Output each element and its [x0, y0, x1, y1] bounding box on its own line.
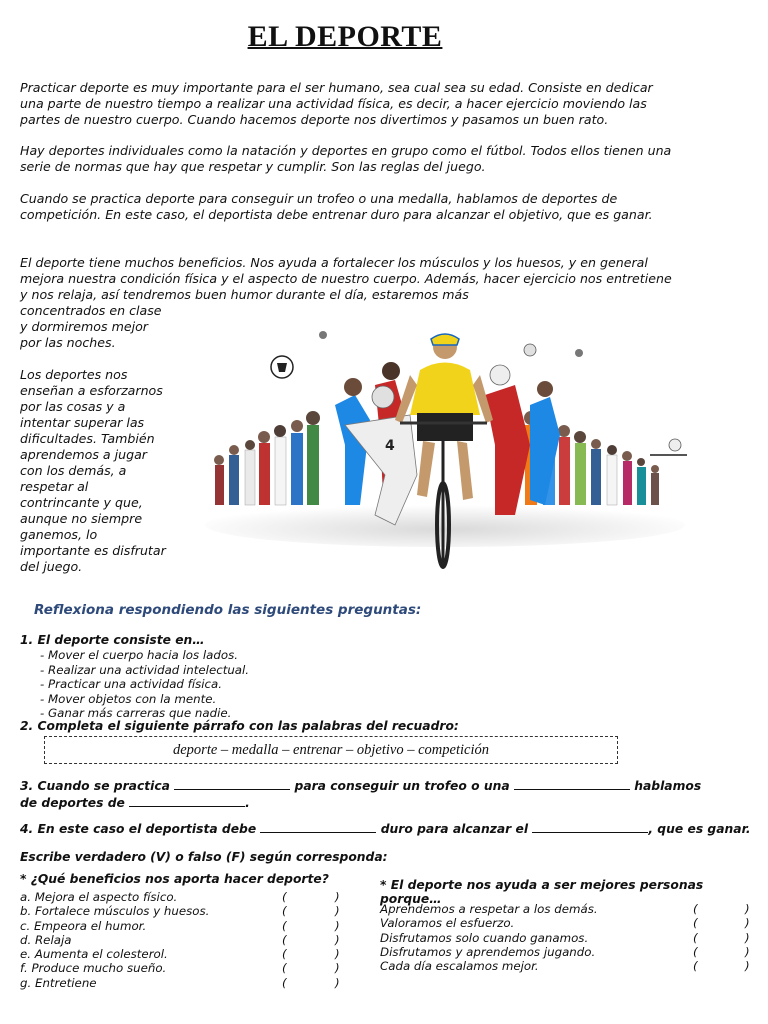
list-item — [380, 916, 755, 930]
list-item — [20, 976, 350, 990]
item-text: Disfrutamos solo cuando ganamos. — [380, 930, 589, 945]
answer-paren-open[interactable]: ( — [693, 944, 698, 959]
competition-paragraph: Cuando se practica deporte para conseguir un trofeo o una medalla, hablamos de deportes de competición. En este caso, el deportista debe entrenar duro para alcanzar el objetivo, que es ganar. — [20, 191, 653, 222]
better-people-true-false-list — [380, 902, 755, 973]
answer-paren-close: ) — [745, 930, 750, 945]
item-text: e. Aumenta el colesterol. — [20, 947, 168, 962]
answer-paren-open[interactable]: ( — [282, 975, 287, 990]
question-1-label: 1. El deporte consiste en… — [20, 633, 205, 647]
better-people-heading: * El deporte nos ayuda a ser mejores personas porque… — [380, 878, 704, 906]
intro-paragraph: Practicar deporte es muy importante para el ser humano, sea cual sea su edad. Consiste en dedicar una parte de nuestro tiempo a realizar una actividad física, es decir, a hacer ejercicio moviendo las partes de nuestro cuerpo. Cuando hacemos deporte nos divertimos y pasamos un buen rato. — [20, 80, 653, 127]
option-item: - Mover objetos con la mente. — [40, 691, 217, 706]
question-1-options — [40, 648, 249, 721]
athletes-collage-image — [195, 325, 695, 570]
question-4-text: duro para alcanzar el — [380, 822, 529, 836]
answer-paren-open[interactable]: ( — [693, 902, 698, 916]
answer-paren-close: ) — [745, 944, 750, 959]
answer-paren-close: ) — [335, 975, 340, 990]
question-4-text: 4. En este caso el deportista debe — [20, 822, 257, 836]
question-3-text: para conseguir un trofeo o una — [294, 779, 510, 793]
option-item: - Ganar más carreras que nadie. — [40, 706, 232, 720]
benefits-question-heading: * ¿Qué beneficios nos aporta hacer deporte? — [20, 872, 329, 886]
answer-paren-open[interactable]: ( — [693, 916, 698, 931]
reflection-heading: Reflexiona respondiendo las siguientes preguntas: — [34, 602, 422, 618]
page-title: EL DEPORTE — [247, 20, 443, 53]
item-text: a. Mejora el aspecto físico. — [20, 890, 178, 904]
blank-field-competicion[interactable] — [129, 795, 245, 807]
question-3 — [20, 778, 710, 811]
question-3-text: hablamos — [634, 779, 702, 793]
option-item: - Realizar una actividad intelectual. — [40, 662, 250, 677]
svg-text:4: 4 — [385, 438, 395, 454]
list-item — [380, 945, 755, 959]
list-item — [380, 959, 755, 973]
blank-field-medalla[interactable] — [514, 778, 630, 790]
list-item — [20, 919, 350, 933]
blank-field-deporte[interactable] — [174, 778, 290, 790]
answer-paren-open[interactable]: ( — [282, 947, 287, 962]
list-item — [20, 890, 350, 904]
list-item — [20, 961, 350, 975]
item-text: b. Fortalece músculos y huesos. — [20, 904, 210, 919]
item-text: Disfrutamos y aprendemos jugando. — [380, 944, 596, 959]
answer-paren-close: ) — [335, 961, 340, 976]
answer-paren-close: ) — [745, 916, 750, 931]
question-3-text: de deportes de — [20, 795, 125, 810]
answer-paren-close: ) — [745, 902, 750, 916]
answer-paren-close: ) — [335, 904, 340, 919]
answer-paren-close: ) — [335, 932, 340, 947]
answer-paren-close: ) — [745, 959, 750, 974]
item-text: Cada día escalamos mejor. — [380, 959, 539, 974]
answer-paren-open[interactable]: ( — [282, 904, 287, 919]
answer-paren-close: ) — [335, 947, 340, 962]
blank-field-objetivo[interactable] — [532, 821, 648, 833]
question-3-text: 3. Cuando se practica — [20, 779, 170, 793]
answer-paren-close: ) — [335, 918, 340, 933]
answer-paren-open[interactable]: ( — [693, 930, 698, 945]
question-3-text: . — [245, 795, 250, 810]
answer-paren-open[interactable]: ( — [693, 959, 698, 974]
list-item — [20, 904, 350, 918]
item-text: f. Produce mucho sueño. — [20, 961, 167, 976]
option-item: - Practicar una actividad física. — [40, 677, 222, 691]
word-bank-box: deporte – medalla – entrenar – objetivo – competición — [44, 736, 618, 764]
item-text: c. Empeora el humor. — [20, 918, 147, 933]
list-item — [380, 931, 755, 945]
answer-paren-open[interactable]: ( — [282, 932, 287, 947]
item-text: Aprendemos a respetar a los demás. — [380, 902, 598, 916]
answer-paren-open[interactable]: ( — [282, 961, 287, 976]
list-item — [380, 902, 755, 916]
blank-field-entrenar[interactable] — [260, 821, 376, 833]
values-paragraph: Los deportes nos enseñan a esforzarnos por las cosas y a intentar superar las dificultades. También aprendemos a jugar con los demás, a respetar al contrincante y que, aunque no siempre ganemos, lo importante es disfrutar del juego. — [20, 367, 166, 574]
item-text: d. Relaja — [20, 932, 72, 947]
option-item: - Mover el cuerpo hacia los lados. — [40, 648, 239, 662]
true-false-instruction: Escribe verdadero (V) o falso (F) según corresponda: — [20, 850, 388, 864]
question-4-text: , que es ganar. — [648, 822, 751, 836]
list-item — [20, 947, 350, 961]
sports-types-paragraph: Hay deportes individuales como la natación y deportes en grupo como el fútbol. Todos ellos tienen una serie de normas que hay que respetar y cumplir. Son las reglas del juego. — [20, 143, 672, 174]
benefits-true-false-list — [20, 890, 350, 990]
item-text: g. Entretiene — [20, 975, 97, 990]
benefits-paragraph: El deporte tiene muchos beneficios. Nos ayuda a fortalecer los músculos y los huesos, y en general mejora nuestra condición física y el aspecto de nuestro cuerpo. Además, hacer ejercicio nos entretiene y nos relaja, así tendremos buen humor durante el día, estaremos más — [20, 255, 672, 302]
answer-paren-open[interactable]: ( — [282, 918, 287, 933]
question-2-label: 2. Completa el siguiente párrafo con las palabras del recuadro: — [20, 719, 459, 733]
item-text: Valoramos el esfuerzo. — [380, 916, 515, 931]
answer-paren-close: ) — [335, 890, 340, 904]
question-4 — [20, 821, 751, 836]
answer-paren-open[interactable]: ( — [282, 890, 287, 904]
list-item — [20, 933, 350, 947]
benefits-continuation: concentrados en clase y dormiremos mejor por las noches. — [20, 303, 162, 350]
